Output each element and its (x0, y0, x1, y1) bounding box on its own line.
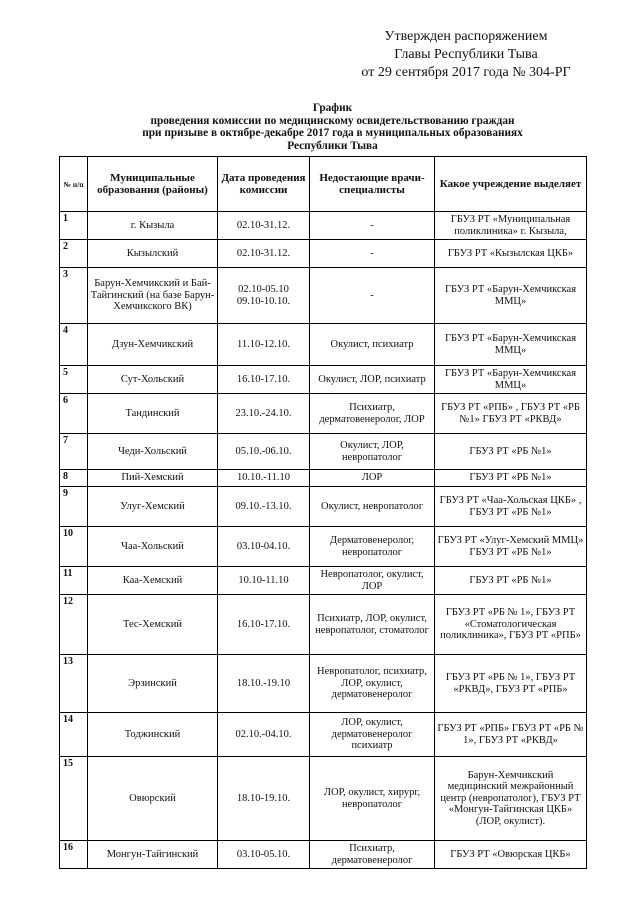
cell-institution: ГБУЗ РТ «Улуг-Хемский ММЦ» ГБУЗ РТ «РБ №1» (435, 527, 587, 567)
cell-num: 7 (60, 434, 88, 470)
header-num: № п/п (60, 157, 88, 212)
approval-line-2: Главы Республики Тыва (394, 47, 538, 62)
cell-municipality: Улуг-Хемский (88, 487, 218, 527)
cell-institution: ГБУЗ РТ «Чаа-Хольская ЦКБ» , ГБУЗ РТ «РБ №1» (435, 487, 587, 527)
table-row (60, 841, 587, 869)
cell-municipality: Сут-Хольский (88, 366, 218, 394)
cell-date: 16.10-17.10. (218, 595, 310, 655)
cell-num: 10 (60, 527, 88, 567)
cell-num: 9 (60, 487, 88, 527)
table-row (60, 394, 587, 434)
cell-date: 11.10-12.10. (218, 324, 310, 366)
table-row (60, 324, 587, 366)
cell-institution: ГБУЗ РТ «Овюрская ЦКБ» (435, 841, 587, 869)
cell-date: 03.10-05.10. (218, 841, 310, 869)
cell-municipality: Монгун-Тайгинский (88, 841, 218, 869)
header-municipality: Муниципальные образования (районы) (88, 157, 218, 212)
cell-date: 23.10.-24.10. (218, 394, 310, 434)
cell-institution: ГБУЗ РТ «РБ №1» (435, 434, 587, 470)
cell-num: 13 (60, 655, 88, 713)
table-row (60, 567, 587, 595)
cell-doctors: Психиатр, ЛОР, окулист, невропатолог, стоматолог (310, 595, 435, 655)
table-row (60, 595, 587, 655)
cell-date: 02.10-05.10 09.10-10.10. (218, 268, 310, 324)
cell-municipality: Кызылский (88, 240, 218, 268)
cell-municipality: Эрзинский (88, 655, 218, 713)
table-row (60, 434, 587, 470)
cell-num: 2 (60, 240, 88, 268)
cell-num: 3 (60, 268, 88, 324)
table-row (60, 655, 587, 713)
cell-date: 10.10-11.10 (218, 567, 310, 595)
title-line-3: при призыве в октябре-декабре 2017 года в муниципальных образованиях (142, 127, 523, 139)
cell-doctors: Невропатолог, окулист, ЛОР (310, 567, 435, 595)
title-line-2: проведения комиссии по медицинскому освидетельствованию граждан (150, 114, 515, 127)
cell-num: 15 (60, 757, 88, 841)
cell-num: 4 (60, 324, 88, 366)
cell-doctors: ЛОР, окулист, дерматовенеролог психиатр (310, 713, 435, 757)
cell-institution: Барун-Хемчикский медицинский межрайонный центр (невропатолог), ГБУЗ РТ «Монгун-Тайгинская ЦКБ» (ЛОР, окулист). (435, 757, 587, 841)
cell-institution: ГБУЗ РТ «РБ №1» (435, 567, 587, 595)
cell-date: 18.10-19.10. (218, 757, 310, 841)
cell-municipality: Тес-Хемский (88, 595, 218, 655)
cell-municipality: Тандинский (88, 394, 218, 434)
cell-doctors: Невропатолог, психиатр, ЛОР, окулист, дерматовенеролог (310, 655, 435, 713)
cell-num: 1 (60, 212, 88, 240)
cell-doctors: Окулист, ЛОР, психиатр (310, 366, 435, 394)
cell-date: 02.10.-04.10. (218, 713, 310, 757)
cell-num: 12 (60, 595, 88, 655)
cell-institution: ГБУЗ РТ «РПБ» , ГБУЗ РТ «РБ №1» ГБУЗ РТ «РКВД» (435, 394, 587, 434)
cell-institution: ГБУЗ РТ «Кызылская ЦКБ» (435, 240, 587, 268)
cell-doctors: Психиатр, дерматовенеролог, ЛОР (310, 394, 435, 434)
cell-doctors: - (310, 240, 435, 268)
approval-line-1: Утвержден распоряжением (384, 29, 548, 44)
table-header-row (60, 157, 587, 212)
cell-date: 02.10-31.12. (218, 212, 310, 240)
table-row (60, 487, 587, 527)
approval-stamp (335, 28, 597, 82)
cell-doctors: ЛОР, окулист, хирург, невропатолог (310, 757, 435, 841)
cell-municipality: Дзун-Хемчикский (88, 324, 218, 366)
cell-date: 16.10-17.10. (218, 366, 310, 394)
cell-num: 11 (60, 567, 88, 595)
document-title (40, 102, 625, 152)
cell-doctors: Окулист, ЛОР, невропатолог (310, 434, 435, 470)
cell-municipality: Пий-Хемский (88, 470, 218, 487)
cell-municipality: г. Кызыла (88, 212, 218, 240)
cell-municipality: Тоджинский (88, 713, 218, 757)
cell-institution: ГБУЗ РТ «Муниципальная поликлиника» г. Кызыла, (435, 212, 587, 240)
table-row (60, 240, 587, 268)
cell-municipality: Чаа-Хольский (88, 527, 218, 567)
cell-num: 5 (60, 366, 88, 394)
cell-institution: ГБУЗ РТ «Барун-Хемчикская ММЦ» (435, 268, 587, 324)
table-row (60, 757, 587, 841)
table-row (60, 713, 587, 757)
table-row (60, 268, 587, 324)
cell-municipality: Каа-Хемский (88, 567, 218, 595)
cell-num: 14 (60, 713, 88, 757)
cell-municipality: Чеди-Хольский (88, 434, 218, 470)
table-row (60, 212, 587, 240)
cell-date: 09.10.-13.10. (218, 487, 310, 527)
cell-doctors: - (310, 268, 435, 324)
approval-line-3: от 29 сентября 2017 года № 304-РГ (361, 65, 571, 80)
title-line-4: Республики Тыва (287, 139, 378, 152)
cell-municipality: Барун-Хемчикский и Бай-Тайгинский (на базе Барун-Хемчикского ВК) (88, 268, 218, 324)
table-row (60, 470, 587, 487)
cell-num: 6 (60, 394, 88, 434)
cell-date: 10.10.-11.10 (218, 470, 310, 487)
cell-doctors: Дерматовенеролог, невропатолог (310, 527, 435, 567)
cell-num: 8 (60, 470, 88, 487)
header-doctors: Недостающие врачи-специалисты (310, 157, 435, 212)
cell-municipality: Овюрский (88, 757, 218, 841)
cell-institution: ГБУЗ РТ «Барун-Хемчикская ММЦ» (435, 366, 587, 394)
header-institution: Какое учреждение выделяет (435, 157, 587, 212)
cell-doctors: Психиатр, дерматовенеролог (310, 841, 435, 869)
cell-doctors: Окулист, невропатолог (310, 487, 435, 527)
cell-doctors: - (310, 212, 435, 240)
cell-institution: ГБУЗ РТ «РБ №1» (435, 470, 587, 487)
cell-date: 05.10.-06.10. (218, 434, 310, 470)
cell-institution: ГБУЗ РТ «РПБ» ГБУЗ РТ «РБ № 1», ГБУЗ РТ «РКВД» (435, 713, 587, 757)
table-row (60, 527, 587, 567)
cell-doctors: Окулист, психиатр (310, 324, 435, 366)
schedule-table (59, 156, 587, 869)
cell-date: 02.10-31.12. (218, 240, 310, 268)
table-row (60, 366, 587, 394)
cell-date: 03.10-04.10. (218, 527, 310, 567)
cell-num: 16 (60, 841, 88, 869)
cell-institution: ГБУЗ РТ «РБ № 1», ГБУЗ РТ «РКВД», ГБУЗ РТ «РПБ» (435, 655, 587, 713)
cell-doctors: ЛОР (310, 470, 435, 487)
cell-institution: ГБУЗ РТ «Барун-Хемчикская ММЦ» (435, 324, 587, 366)
cell-institution: ГБУЗ РТ «РБ № 1», ГБУЗ РТ «Стоматологическая поликлиника», ГБУЗ РТ «РПБ» (435, 595, 587, 655)
title-line-1: График (312, 102, 353, 114)
cell-date: 18.10.-19.10 (218, 655, 310, 713)
header-date: Дата проведения комиссии (218, 157, 310, 212)
